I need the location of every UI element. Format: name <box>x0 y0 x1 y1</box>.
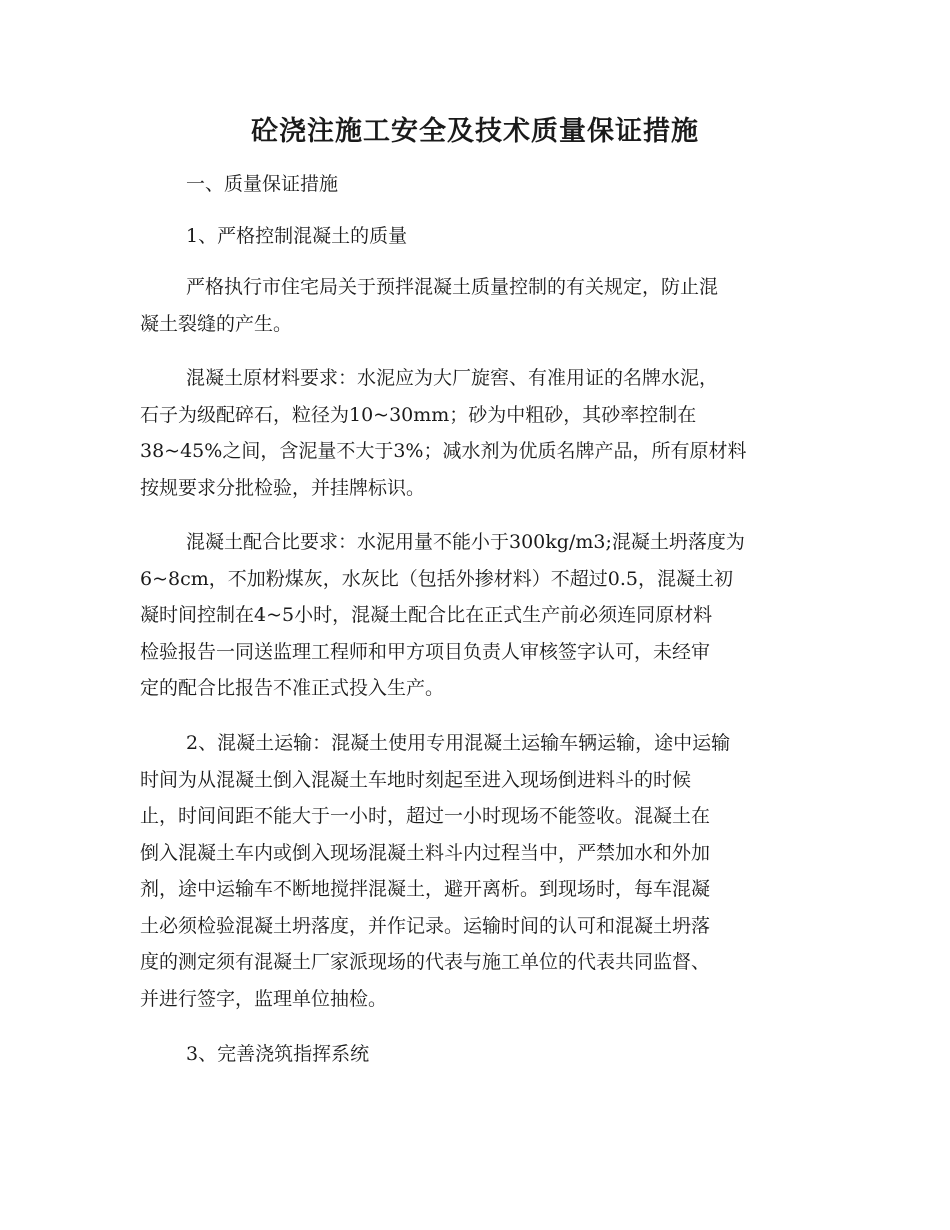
text-line: 严格执行市住宅局关于预拌混凝土质量控制的有关规定，防止混 <box>186 276 719 298</box>
text-line: 并进行签字，监理单位抽检。 <box>140 987 388 1010</box>
text-line: 倒入混凝土车内或倒入现场混凝土料斗内过程当中，严禁加水和外加 <box>140 841 711 864</box>
text-line: 石子为级配碎石，粒径为10~30mm；砂为中粗砂，其砂率控制在 <box>140 403 697 426</box>
paragraph-mix-ratio <box>140 524 810 707</box>
paragraph-quality-control <box>140 269 810 342</box>
text-line: 检验报告一同送监理工程师和甲方项目负责人审核签字认可，未经审 <box>140 640 711 663</box>
text-line: 凝土裂缝的产生。 <box>140 312 293 335</box>
section-heading-quality <box>140 166 810 203</box>
text-line: 混凝土原材料要求：水泥应为大厂旋窖、有准用证的名牌水泥， <box>186 367 719 389</box>
text-line: 定的配合比报告不准正式投入生产。 <box>140 677 445 699</box>
text-line: 土必须检验混凝土坍落度，并作记录。运输时间的认可和混凝土坍落 <box>140 914 711 937</box>
item-heading-1 <box>140 218 810 255</box>
text-line: 38~45%之间，含泥量不大于3%；减水剂为优质名牌产品，所有原材料 <box>140 440 747 462</box>
text-line: 度的测定须有混凝土厂家派现场的代表与施工单位的代表共同监督、 <box>140 951 711 973</box>
text-line: 凝时间控制在4~5小时，混凝土配合比在正式生产前必须连同原材料 <box>140 604 713 626</box>
text-line: 时间为从混凝土倒入混凝土车地时刻起至进入现场倒进料斗的时候 <box>140 768 692 791</box>
paragraph-transport <box>140 725 810 1017</box>
text-line: 按规要求分批检验，并挂牌标识。 <box>140 476 426 499</box>
text-line: 混凝土配合比要求：水泥用量不能小于300kg/m3;混凝土坍落度为 <box>186 531 745 553</box>
paragraph-raw-materials <box>140 360 810 506</box>
text-line: 6~8cm，不加粉煤灰，水灰比（包括外掺材料）不超过0.5，混凝土初 <box>140 567 733 590</box>
item-heading-text: 3、完善浇筑指挥系统 <box>186 1043 370 1065</box>
text-line: 止，时间间距不能大于一小时，超过一小时现场不能签收。混凝土在 <box>140 805 711 827</box>
item-heading-3 <box>140 1036 810 1073</box>
text-line: 剂，途中运输车不断地搅拌混凝土，避开离析。到现场时，每车混凝 <box>140 878 711 900</box>
item-heading-text: 1、严格控制混凝土的质量 <box>186 225 408 247</box>
text-line: 2、混凝土运输：混凝土使用专用混凝土运输车辆运输，途中运输 <box>186 732 731 754</box>
section-heading-text: 一、质量保证措施 <box>186 173 339 195</box>
document-title: 砼浇注施工安全及技术质量保证措施 <box>251 116 699 147</box>
